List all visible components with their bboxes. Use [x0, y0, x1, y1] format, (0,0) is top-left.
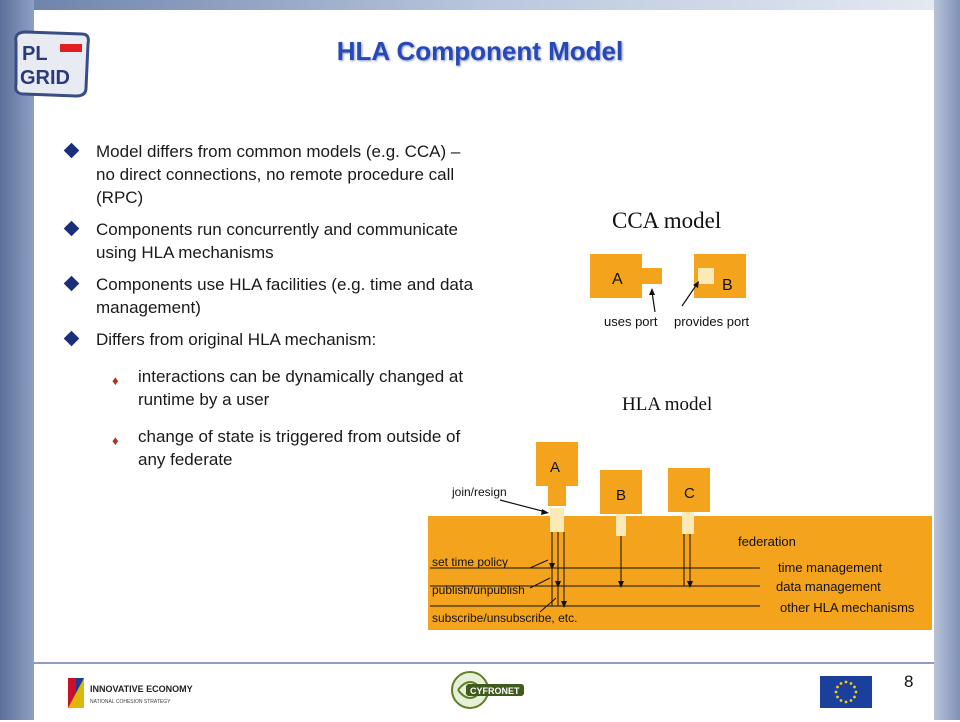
set-time-policy-label: set time policy [432, 555, 509, 569]
bullet-text: Differs from original HLA mechanism: [96, 330, 377, 349]
hla-label-a: A [550, 459, 561, 476]
bullet-text: Model differs from common models (e.g. CCA) – no direct connections, no remote procedure call (RPC) [96, 142, 461, 207]
join-resign-label: join/resign [452, 485, 507, 499]
time-management-label: time management [778, 560, 883, 575]
hla-port-c [682, 512, 694, 534]
hla-label-c: C [684, 485, 695, 502]
logo-text-top: PL [22, 43, 48, 65]
cca-provides-port-label: provides port [674, 314, 750, 329]
cca-uses-port-label: uses port [604, 314, 658, 329]
logo-text-bottom: GRID [20, 67, 70, 89]
hla-model-title: HLA model [622, 394, 713, 415]
cyfronet-text: CYFRONET [470, 686, 520, 696]
cca-diagram [590, 254, 750, 329]
page-title: HLA Component Model [336, 36, 624, 66]
federation-label: federation [738, 534, 796, 549]
page-number: 8 [904, 672, 914, 691]
cca-label-b: B [722, 277, 733, 294]
publish-unpublish-label: publish/unpublish [432, 583, 525, 597]
cohesion-strategy-text: NATIONAL COHESION STRATEGY [90, 699, 171, 705]
cyfronet-logo [448, 668, 528, 712]
subscribe-unsubscribe-label: subscribe/unsubscribe, etc. [432, 611, 578, 625]
cca-label-a: A [612, 271, 623, 288]
small-diamond-bullet-icon: ♦ [112, 373, 119, 388]
data-management-label: data management [776, 579, 881, 594]
hla-diagram [428, 442, 932, 630]
hla-port-a [550, 508, 564, 532]
cca-provides-port [698, 268, 714, 284]
hla-port-b [616, 514, 626, 536]
cca-model-title: CCA model [612, 208, 722, 233]
bullet-text: Components use HLA facilities (e.g. time and data management) [96, 275, 474, 317]
sub-bullet-text: change of state is triggered from outside of any federate [138, 427, 461, 469]
innovative-economy-text: INNOVATIVE ECONOMY [90, 684, 193, 694]
sub-bullet-text: interactions can be dynamically changed at runtime by a user [138, 367, 464, 409]
other-mechanisms-label: other HLA mechanisms [780, 600, 915, 615]
small-diamond-bullet-icon: ♦ [112, 433, 119, 448]
bullet-text: Components run concurrently and communicate using HLA mechanisms [96, 220, 458, 262]
eu-flag-icon [820, 676, 872, 708]
cca-uses-port [642, 268, 662, 284]
innovative-economy-logo [68, 676, 238, 710]
hla-label-b: B [616, 487, 627, 504]
